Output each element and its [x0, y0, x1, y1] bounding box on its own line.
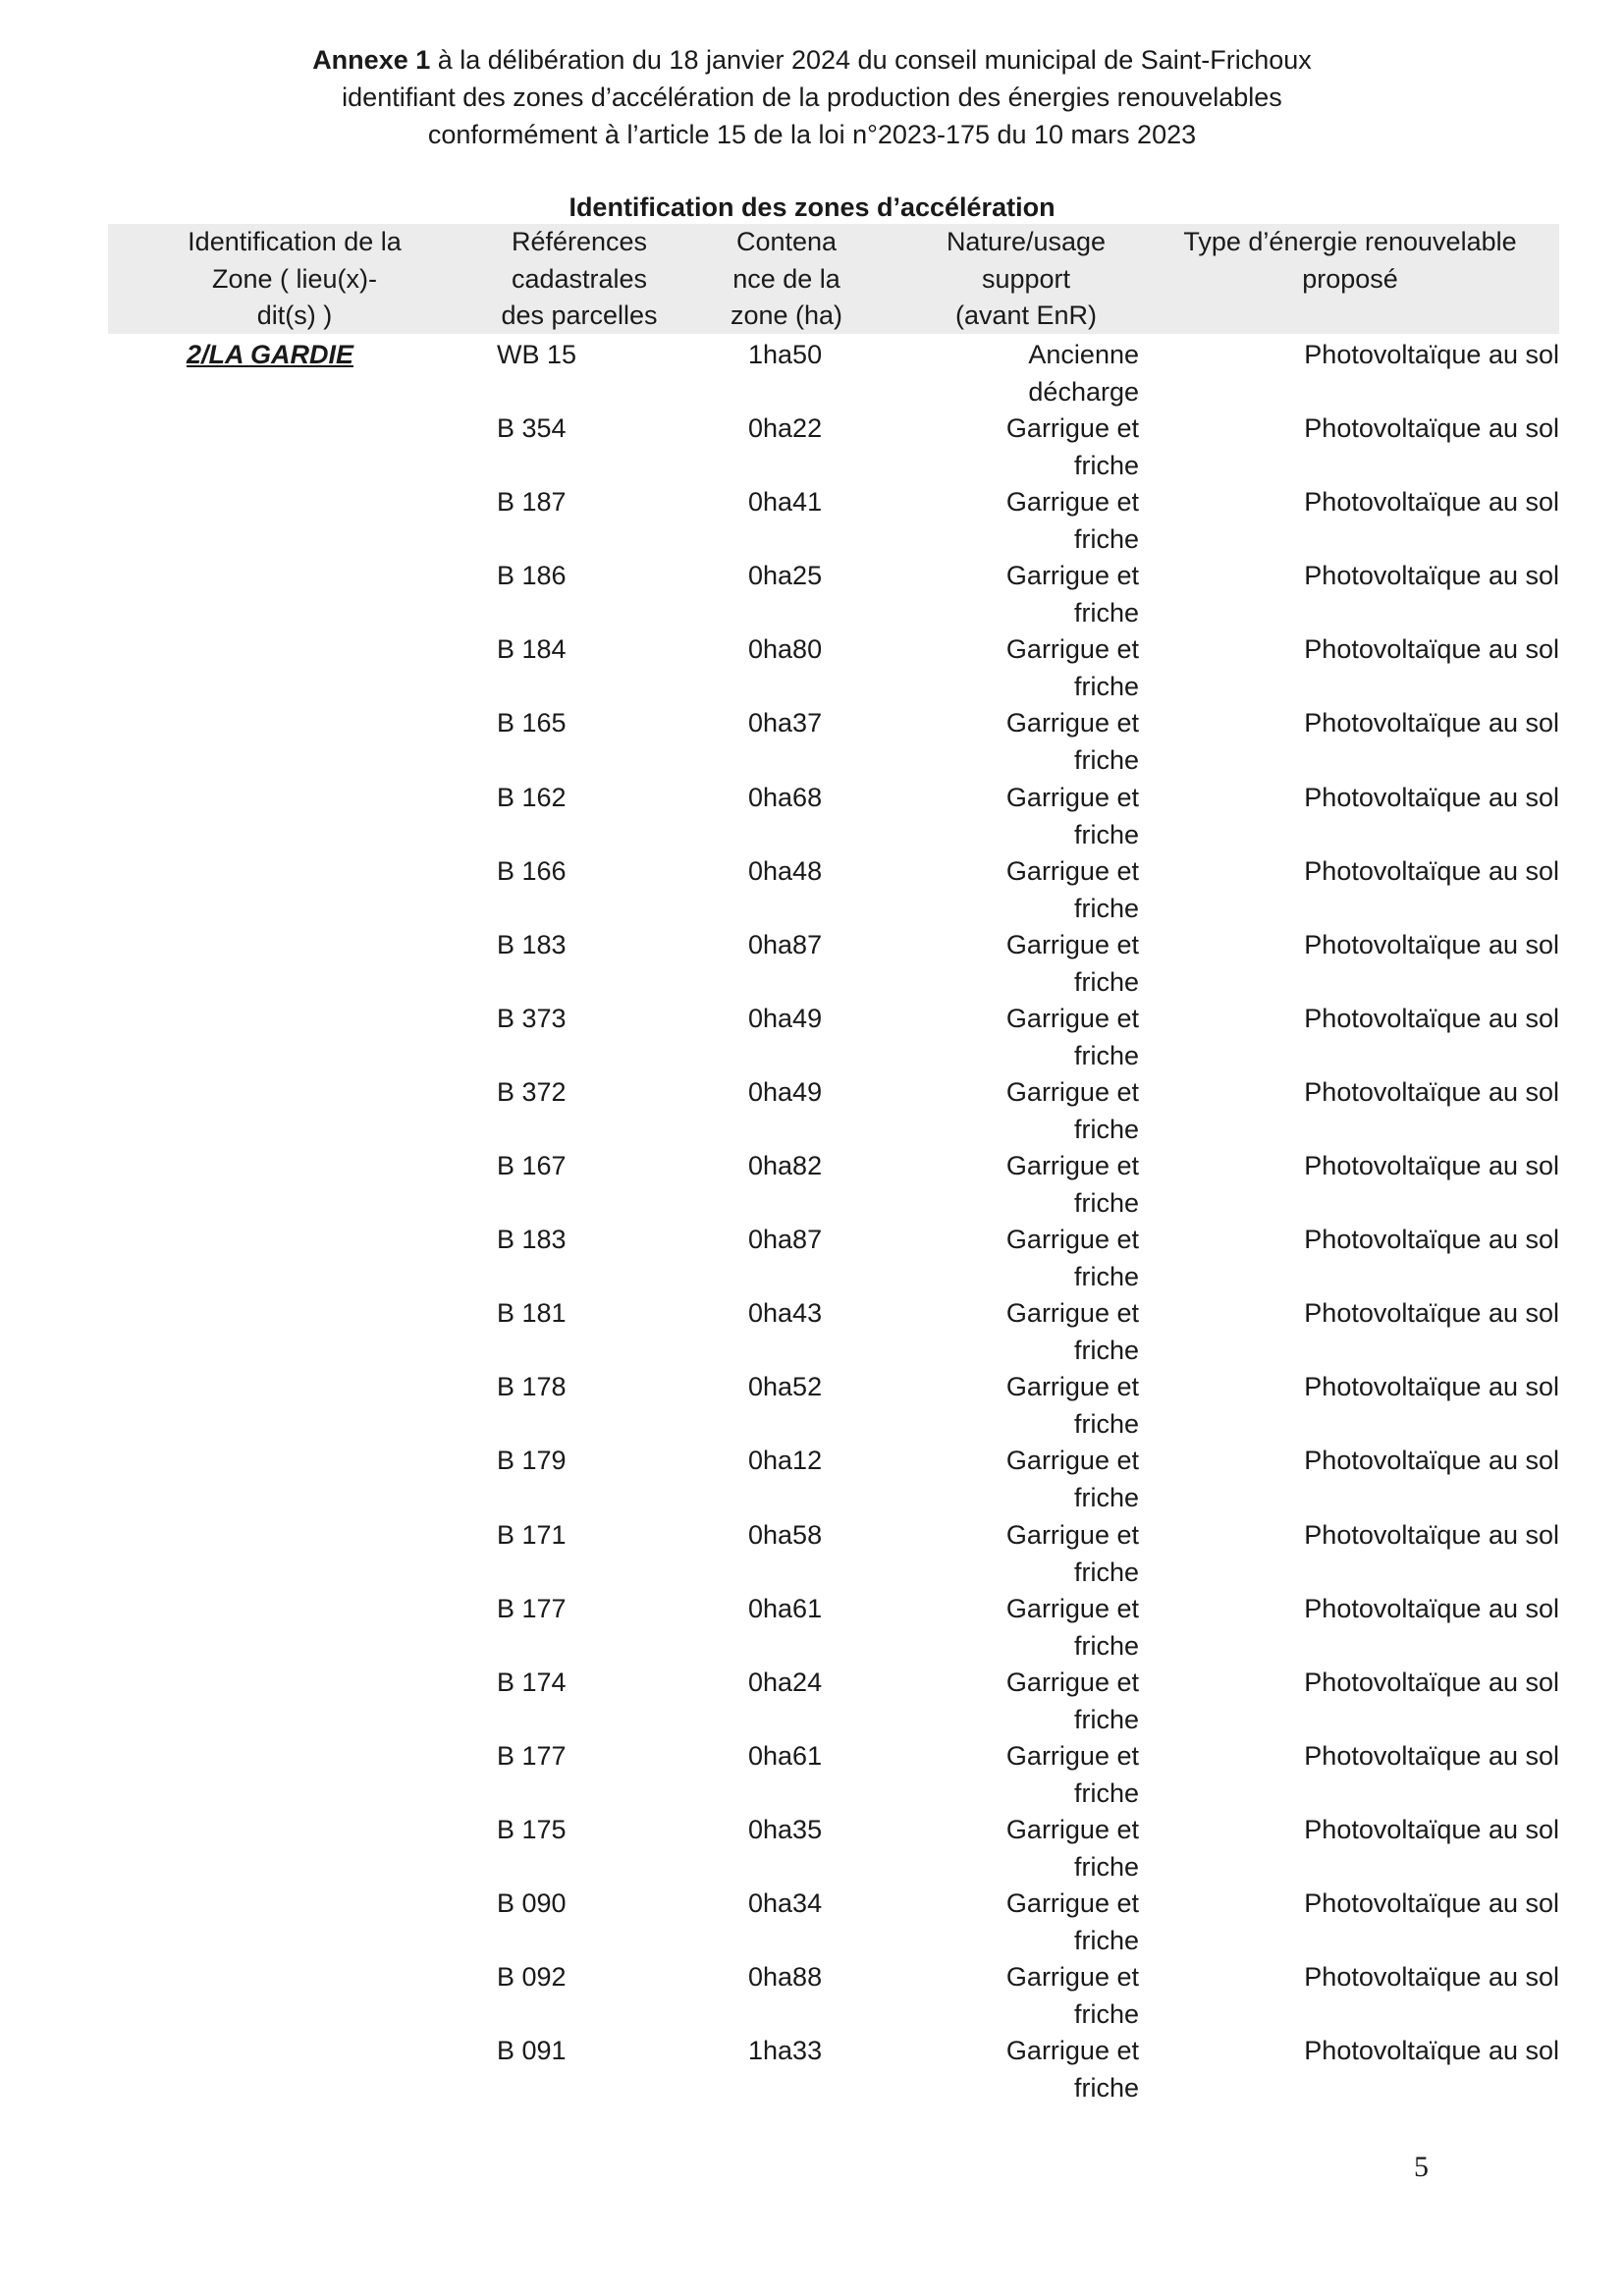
- energy-type: Photovoltaïque au sol: [1304, 708, 1559, 738]
- cadastral-ref: B 183: [497, 1225, 567, 1255]
- nature-line: friche: [1073, 1262, 1139, 1292]
- header-zone-line: Identification de la: [188, 227, 402, 256]
- zone-name: 2/LA GARDIE: [187, 340, 354, 369]
- cadastral-ref: B 186: [497, 561, 567, 591]
- table-row: [0, 779, 1624, 852]
- nature-line: Garrigue et: [1005, 1372, 1139, 1402]
- cadastral-ref: B 373: [497, 1003, 567, 1033]
- nature-cell: [943, 1294, 1139, 1369]
- cadastral-ref: B 354: [497, 413, 567, 444]
- cadastral-ref: B 174: [497, 1667, 567, 1697]
- table-row: [0, 483, 1624, 557]
- area-value: 0ha80: [748, 634, 823, 665]
- header-area: [713, 224, 860, 335]
- energy-type: Photovoltaïque au sol: [1304, 1003, 1559, 1033]
- area-value: 0ha43: [748, 1298, 823, 1329]
- area-value: 0ha41: [748, 487, 823, 518]
- table-row: [0, 1294, 1624, 1368]
- area-value: 0ha37: [748, 708, 823, 738]
- nature-line: friche: [1073, 893, 1139, 923]
- energy-type: Photovoltaïque au sol: [1304, 782, 1559, 812]
- cadastral-ref: B 091: [497, 2036, 567, 2066]
- header-line-3: conformément à l’article 15 de la loi n°2023-175 du 10 mars 2023: [427, 120, 1197, 149]
- nature-line: friche: [1073, 1704, 1139, 1734]
- energy-type: Photovoltaïque au sol: [1304, 487, 1559, 518]
- header-nature-line: support: [981, 263, 1071, 294]
- nature-line: Garrigue et: [1005, 413, 1139, 444]
- table-header: [108, 224, 1559, 334]
- nature-cell: [943, 410, 1139, 484]
- nature-cell: [943, 1958, 1139, 2033]
- header-line-1-text: à la délibération du 18 janvier 2024 du conseil municipal de Saint-Frichoux: [430, 45, 1312, 75]
- nature-line: friche: [1073, 1040, 1139, 1070]
- nature-line: friche: [1073, 1777, 1139, 1808]
- nature-line: Garrigue et: [1005, 1298, 1139, 1329]
- nature-line: Garrigue et: [1005, 929, 1139, 959]
- table-row: [0, 1664, 1624, 1737]
- nature-cell: [943, 630, 1139, 705]
- nature-line: friche: [1073, 2073, 1139, 2104]
- nature-line: friche: [1073, 1336, 1139, 1366]
- header-refs-line: des parcelles: [501, 301, 658, 330]
- table-body: [0, 336, 1624, 2105]
- area-value: 0ha82: [748, 1151, 823, 1181]
- nature-cell: [943, 1221, 1139, 1295]
- header-zone-line: dit(s) ): [256, 301, 333, 330]
- annex-label: Annexe 1: [312, 45, 431, 75]
- nature-line: Garrigue et: [1005, 1740, 1139, 1771]
- energy-type: Photovoltaïque au sol: [1304, 1962, 1559, 1993]
- area-value: 0ha49: [748, 1003, 823, 1033]
- energy-type: Photovoltaïque au sol: [1304, 1151, 1559, 1181]
- area-value: 0ha25: [748, 561, 823, 591]
- nature-cell: [943, 1516, 1139, 1591]
- table-row: [0, 852, 1624, 926]
- energy-type: Photovoltaïque au sol: [1304, 1593, 1559, 1623]
- table-row: [0, 1000, 1624, 1073]
- nature-line: friche: [1073, 1557, 1139, 1587]
- header-nature-line: Nature/usage: [946, 227, 1107, 256]
- nature-line: friche: [1073, 1630, 1139, 1661]
- energy-type: Photovoltaïque au sol: [1304, 1372, 1559, 1402]
- energy-type: Photovoltaïque au sol: [1304, 1740, 1559, 1771]
- header-refs-line: cadastrales: [511, 263, 648, 294]
- cadastral-ref: B 177: [497, 1593, 567, 1623]
- table-row: [0, 1442, 1624, 1515]
- energy-type: Photovoltaïque au sol: [1304, 634, 1559, 665]
- nature-cell: [943, 1811, 1139, 1886]
- cadastral-ref: B 179: [497, 1446, 567, 1476]
- table-row: [0, 410, 1624, 483]
- energy-type: Photovoltaïque au sol: [1304, 929, 1559, 959]
- table-row: [0, 1737, 1624, 1811]
- nature-line: friche: [1073, 451, 1139, 481]
- energy-type: Photovoltaïque au sol: [1304, 413, 1559, 444]
- header-zone-line: Zone ( lieu(x)-: [211, 263, 378, 294]
- nature-cell: [943, 483, 1139, 558]
- nature-cell: [943, 2032, 1139, 2106]
- page-number: 5: [1414, 2151, 1429, 2183]
- nature-cell: [943, 779, 1139, 853]
- nature-line: friche: [1073, 966, 1139, 997]
- cadastral-ref: B 165: [497, 708, 567, 738]
- nature-line: Garrigue et: [1005, 1003, 1139, 1033]
- cadastral-ref: B 372: [497, 1076, 567, 1107]
- nature-line: Garrigue et: [1005, 1519, 1139, 1550]
- area-value: 0ha35: [748, 1814, 823, 1844]
- nature-line: Garrigue et: [1005, 487, 1139, 518]
- area-value: 0ha61: [748, 1593, 823, 1623]
- header-area-line: zone (ha): [730, 301, 843, 330]
- header-line-1: [0, 41, 1624, 79]
- nature-cell: [943, 1073, 1139, 1148]
- table-row: [0, 704, 1624, 778]
- nature-line: Garrigue et: [1005, 1076, 1139, 1107]
- table-row: [0, 1885, 1624, 1958]
- header-energy-line: Type d’énergie renouvelable: [1183, 227, 1517, 256]
- area-value: 0ha68: [748, 782, 823, 812]
- nature-cell: [943, 1885, 1139, 1959]
- table-title: Identification des zones d’accélération: [568, 192, 1056, 222]
- nature-line: Garrigue et: [1005, 708, 1139, 738]
- nature-line: friche: [1073, 1925, 1139, 1955]
- cadastral-ref: B 183: [497, 929, 567, 959]
- header-line-2: identifiant des zones d’accélération de la production des énergies renouvelables: [342, 82, 1282, 112]
- nature-line: friche: [1073, 1188, 1139, 1219]
- nature-line: friche: [1073, 1851, 1139, 1882]
- nature-cell: [943, 704, 1139, 779]
- table-row: [0, 926, 1624, 1000]
- cadastral-ref: B 175: [497, 1814, 567, 1844]
- energy-type: Photovoltaïque au sol: [1304, 1814, 1559, 1844]
- table-row: [0, 1221, 1624, 1294]
- table-row: [0, 1516, 1624, 1590]
- energy-type: Photovoltaïque au sol: [1304, 1298, 1559, 1329]
- cadastral-ref: B 181: [497, 1298, 567, 1329]
- cadastral-ref: B 167: [497, 1151, 567, 1181]
- nature-line: Garrigue et: [1005, 1887, 1139, 1918]
- header-zone: [167, 224, 422, 335]
- cadastral-ref: B 178: [497, 1372, 567, 1402]
- area-value: 0ha34: [748, 1887, 823, 1918]
- energy-type: Photovoltaïque au sol: [1304, 1667, 1559, 1697]
- table-row: [0, 336, 1624, 410]
- nature-line: Garrigue et: [1005, 1225, 1139, 1255]
- cadastral-ref: B 092: [497, 1962, 567, 1993]
- table-row: [0, 557, 1624, 630]
- area-value: 0ha22: [748, 413, 823, 444]
- cadastral-ref: B 162: [497, 782, 567, 812]
- nature-line: friche: [1073, 524, 1139, 555]
- nature-line: Ancienne: [1028, 340, 1139, 369]
- table-row: [0, 630, 1624, 704]
- nature-line: friche: [1073, 1114, 1139, 1144]
- header-energy-line: proposé: [1302, 263, 1398, 294]
- nature-cell: [943, 1664, 1139, 1738]
- nature-line: Garrigue et: [1005, 1667, 1139, 1697]
- nature-line: Garrigue et: [1005, 1151, 1139, 1181]
- nature-line: Garrigue et: [1005, 855, 1139, 886]
- header-nature-line: (avant EnR): [954, 301, 1098, 330]
- energy-type: Photovoltaïque au sol: [1304, 2036, 1559, 2066]
- energy-type: Photovoltaïque au sol: [1304, 561, 1559, 591]
- cadastral-ref: B 090: [497, 1887, 567, 1918]
- nature-line: friche: [1073, 1999, 1139, 2030]
- document-header: [0, 41, 1624, 153]
- nature-cell: [943, 1147, 1139, 1222]
- nature-line: Garrigue et: [1005, 1962, 1139, 1993]
- energy-type: Photovoltaïque au sol: [1304, 1887, 1559, 1918]
- area-value: 0ha58: [748, 1519, 823, 1550]
- nature-cell: [943, 557, 1139, 631]
- cadastral-ref: B 166: [497, 855, 567, 886]
- nature-line: Garrigue et: [1005, 2036, 1139, 2066]
- nature-line: Garrigue et: [1005, 1814, 1139, 1844]
- nature-line: friche: [1073, 745, 1139, 776]
- header-nature: [903, 224, 1149, 335]
- energy-type: Photovoltaïque au sol: [1304, 1519, 1559, 1550]
- nature-line: Garrigue et: [1005, 1593, 1139, 1623]
- header-cadastral-refs: [461, 224, 697, 335]
- nature-line: friche: [1073, 1483, 1139, 1513]
- energy-type: Photovoltaïque au sol: [1304, 1076, 1559, 1107]
- table-row: [0, 1958, 1624, 2032]
- table-row: [0, 1073, 1624, 1147]
- nature-line: Garrigue et: [1005, 634, 1139, 665]
- area-value: 1ha50: [748, 340, 823, 369]
- nature-line: Garrigue et: [1005, 561, 1139, 591]
- table-row: [0, 1368, 1624, 1442]
- energy-type: Photovoltaïque au sol: [1304, 1225, 1559, 1255]
- area-value: 0ha24: [748, 1667, 823, 1697]
- nature-line: friche: [1073, 1409, 1139, 1440]
- header-area-line: Contena: [735, 227, 838, 256]
- nature-cell: [943, 1737, 1139, 1812]
- table-row: [0, 1811, 1624, 1885]
- table-row: [0, 1147, 1624, 1221]
- area-value: 0ha87: [748, 929, 823, 959]
- area-value: 0ha61: [748, 1740, 823, 1771]
- area-value: 0ha12: [748, 1446, 823, 1476]
- area-value: 0ha48: [748, 855, 823, 886]
- nature-cell: [943, 926, 1139, 1001]
- area-value: 0ha49: [748, 1076, 823, 1107]
- nature-cell: [943, 852, 1139, 927]
- nature-cell: [943, 1590, 1139, 1665]
- nature-line: Garrigue et: [1005, 782, 1139, 812]
- area-value: 1ha33: [748, 2036, 823, 2066]
- nature-line: Garrigue et: [1005, 1446, 1139, 1476]
- nature-line: friche: [1073, 598, 1139, 629]
- nature-line: friche: [1073, 819, 1139, 849]
- energy-type: Photovoltaïque au sol: [1304, 340, 1559, 369]
- energy-type: Photovoltaïque au sol: [1304, 855, 1559, 886]
- nature-cell: [943, 1442, 1139, 1516]
- table-row: [0, 1590, 1624, 1664]
- area-value: 0ha52: [748, 1372, 823, 1402]
- cadastral-ref: B 171: [497, 1519, 567, 1550]
- cadastral-ref: B 187: [497, 487, 567, 518]
- nature-line: friche: [1073, 672, 1139, 702]
- cadastral-ref: B 177: [497, 1740, 567, 1771]
- area-value: 0ha87: [748, 1225, 823, 1255]
- nature-cell: [943, 1000, 1139, 1074]
- cadastral-ref: B 184: [497, 634, 567, 665]
- nature-cell: [943, 1368, 1139, 1443]
- header-area-line: nce de la: [732, 263, 840, 294]
- cadastral-ref: WB 15: [497, 340, 577, 369]
- header-refs-line: Références: [511, 227, 648, 256]
- table-row: [0, 2032, 1624, 2105]
- area-value: 0ha88: [748, 1962, 823, 1993]
- header-energy-type: [1154, 224, 1546, 298]
- nature-cell: [943, 336, 1139, 410]
- energy-type: Photovoltaïque au sol: [1304, 1446, 1559, 1476]
- nature-line: décharge: [1028, 377, 1139, 407]
